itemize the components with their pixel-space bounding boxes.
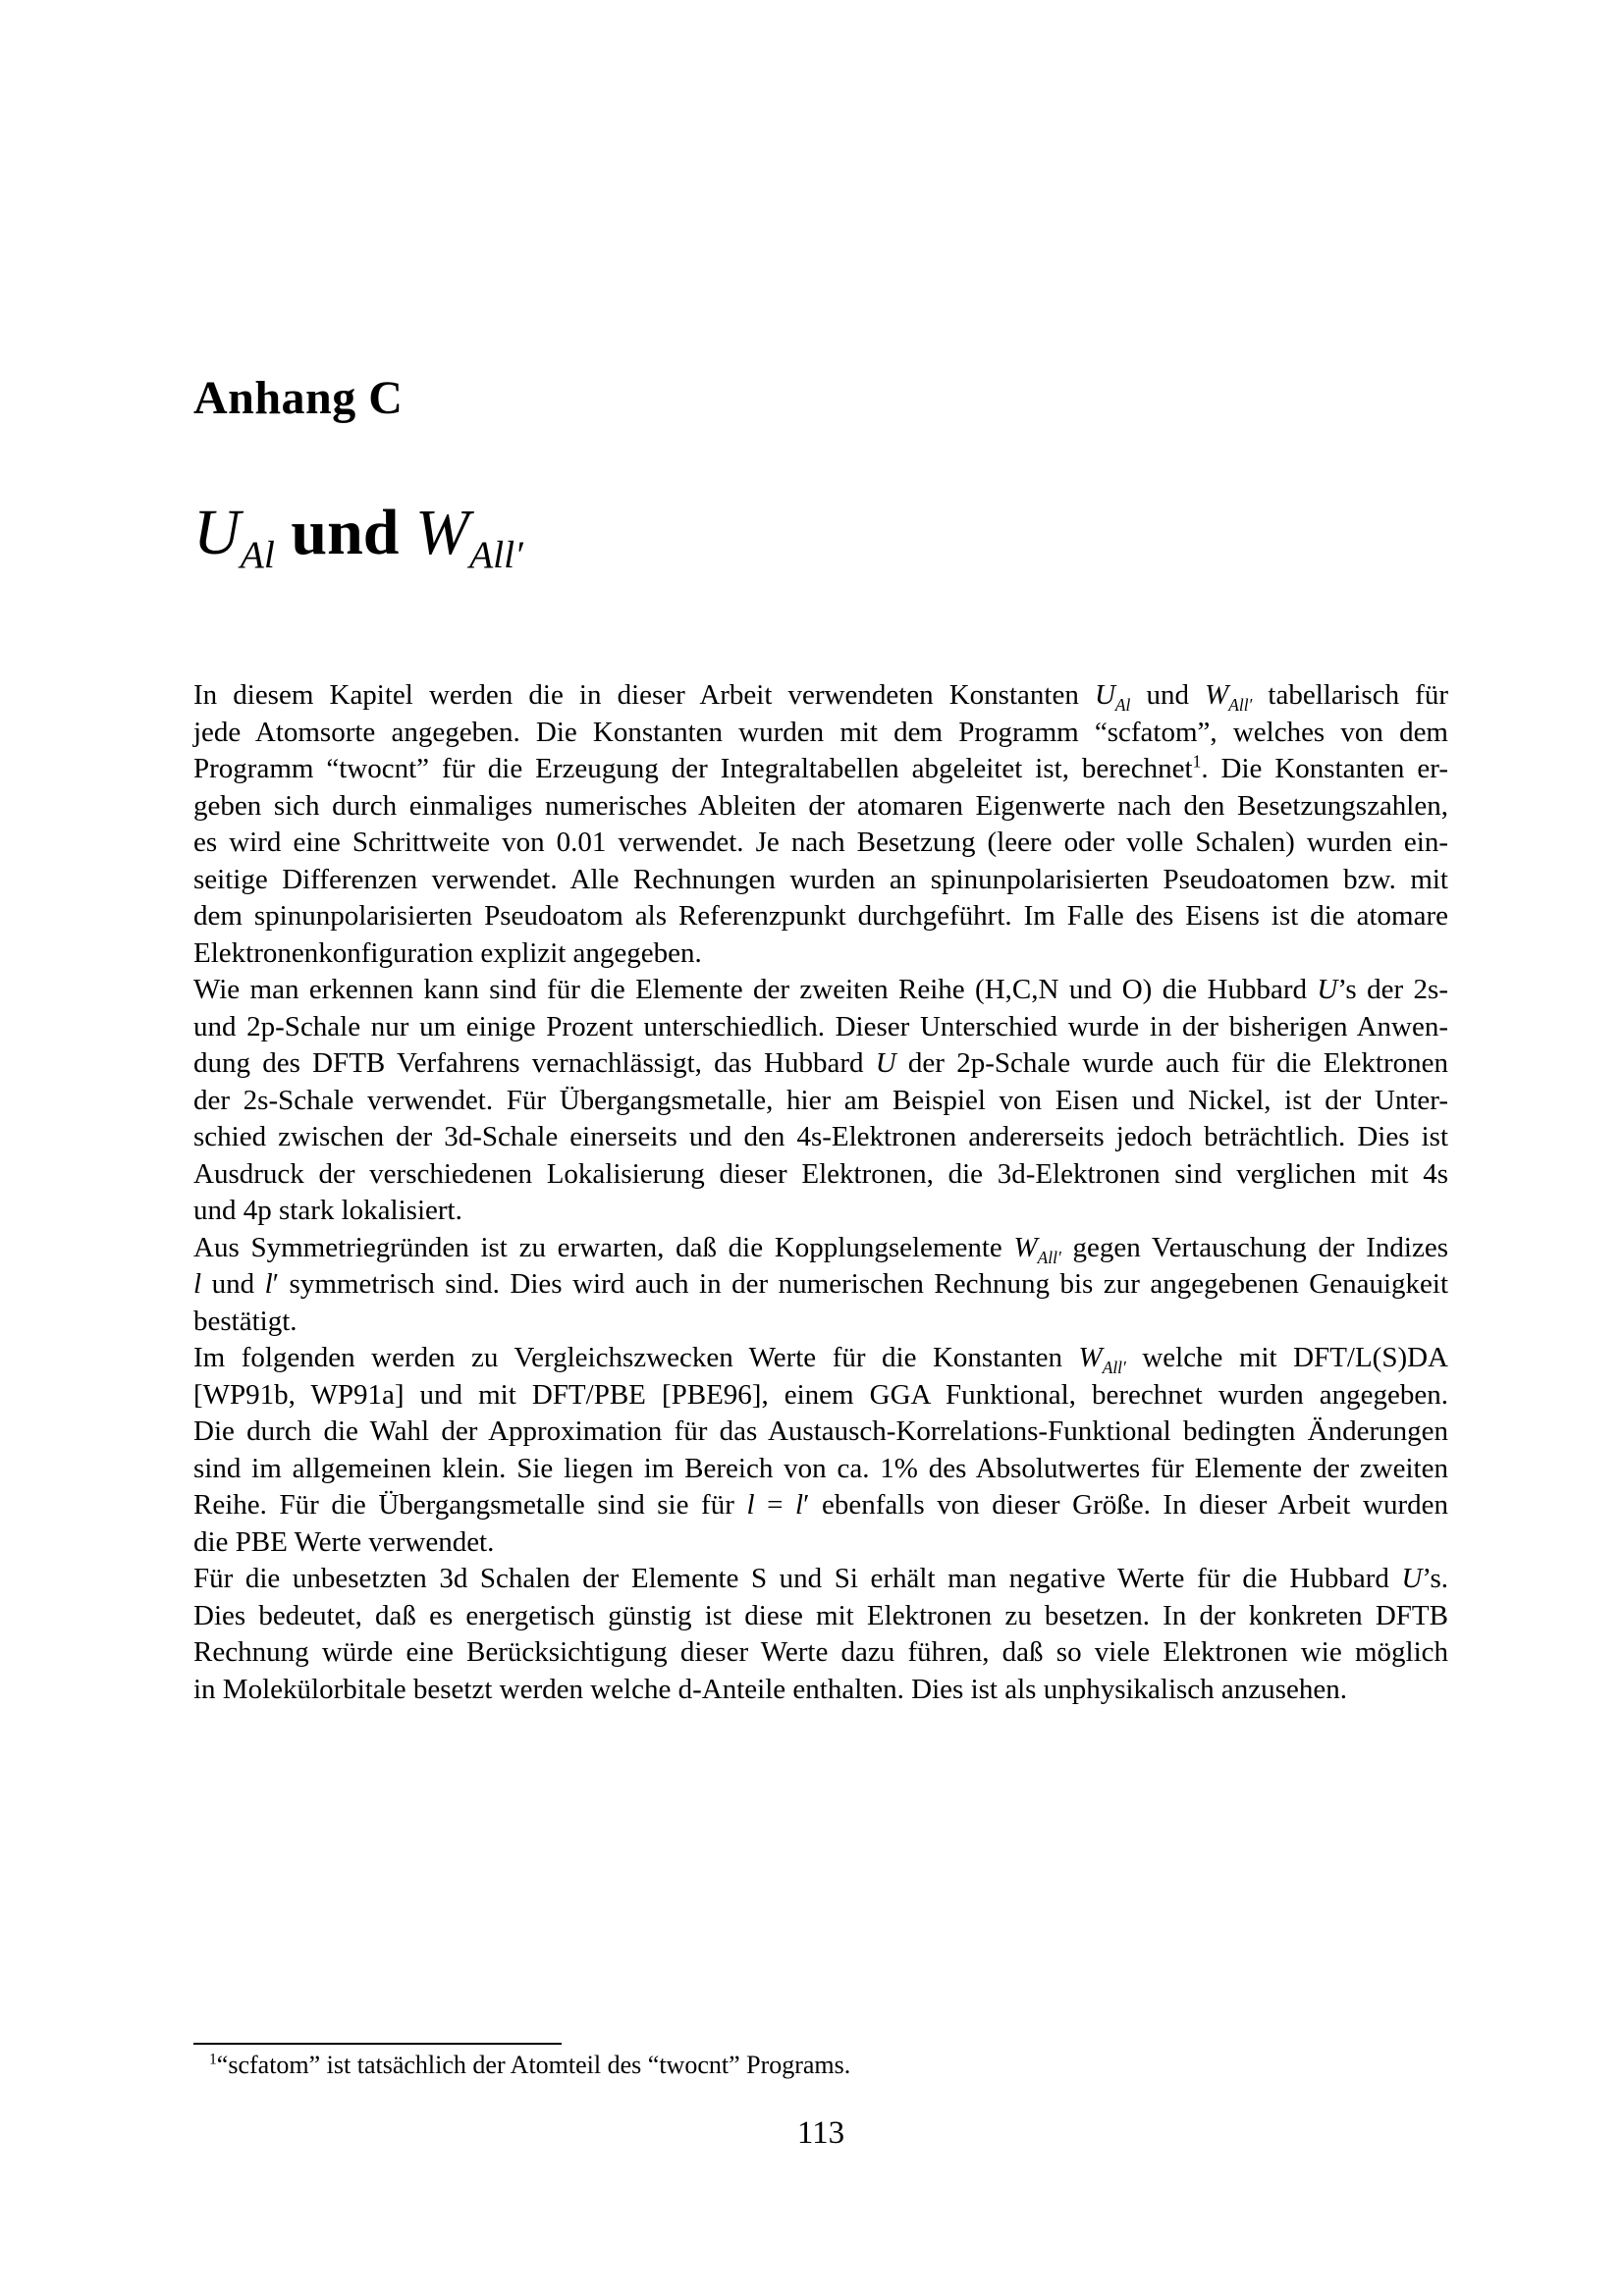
chapter-heading: Anhang C — [193, 372, 404, 424]
text-line: die PBE Werte verwendet. — [193, 1525, 495, 1558]
text-line: Elektronenkonfiguration explizit angegeben. — [193, 936, 702, 969]
footnote: $^1$“scfatom” ist tatsächlich der Atomteil des “twocnt” Programs. — [209, 2051, 851, 2079]
text-line: in Molekülorbitale besetzt werden welche d-Anteile enthalten. Dies ist als unphysikalisch anzusehen. — [193, 1673, 1347, 1705]
paragraph — [193, 1561, 1448, 1708]
text-line: der 2s-Schale verwendet. Für Übergangsmetalle, hier am Beispiel von Eisen und Nickel, ist der Unter- — [193, 1084, 1448, 1116]
paragraph — [193, 677, 1448, 972]
body-text — [193, 677, 1448, 1708]
text-line: und 2p-Schale nur um einige Prozent unterschiedlich. Dieser Unterschied wurde in der bisherigen Anwen- — [193, 1010, 1448, 1042]
text-line: l und l′ symmetrisch sind. Dies wird auch in der numerischen Rechnung bis zur angegebenen Genauigkeit — [193, 1268, 1449, 1300]
footnote-rule — [193, 2043, 562, 2045]
text-line: Wie man erkennen kann sind für die Elemente der zweiten Reihe (H,C,N und O) die Hubbard U’s der 2s- — [193, 974, 1448, 1005]
text-line: schied zwischen der 3d-Schale einerseits und den 4s-Elektronen andererseits jedoch beträchtlich. Dies ist — [193, 1121, 1448, 1152]
text-line: Im folgenden werden zu Vergleichszwecken Werte für die Konstanten $W_{All'}$ welche mit DFT/L(S)DA — [193, 1342, 1449, 1377]
chapter-title: $U_{Al}$ und $W_{All'}$ — [193, 497, 523, 577]
text-line: sind im allgemeinen klein. Sie liegen im Bereich von ca. 1% des Absolutwertes für Elemente der zweiten — [193, 1452, 1448, 1484]
page-number: 113 — [796, 2115, 845, 2151]
text-line: Programm “twocnt” für die Erzeugung der Integraltabellen abgeleitet ist, berechnet$^1$. Die Konstanten er- — [193, 751, 1448, 784]
text-line: jede Atomsorte angegeben. Die Konstanten wurden mit dem Programm “scfatom”, welches von dem — [193, 716, 1448, 748]
text-line: bestätigt. — [193, 1305, 298, 1337]
text-line: Ausdruck der verschiedenen Lokalisierung dieser Elektronen, die 3d-Elektronen sind verglichen mit 4s — [193, 1157, 1448, 1190]
text-line: geben sich durch einmaliges numerisches Ableiten der atomaren Eigenwerte nach den Besetzungszahlen, — [193, 789, 1448, 822]
text-line: Rechnung würde eine Berücksichtigung dieser Werte dazu führen, daß so viele Elektronen wie möglich — [193, 1636, 1448, 1668]
text-line: [WP91b, WP91a] und mit DFT/PBE [PBE96], einem GGA Funktional, berechnet wurden angegeben. — [193, 1378, 1448, 1411]
paragraph — [193, 972, 1448, 1230]
text-line: Dies bedeutet, daß es energetisch günstig ist diese mit Elektronen zu besetzen. In der konkreten DFTB — [193, 1599, 1448, 1631]
text-line: In diesem Kapitel werden die in dieser Arbeit verwendeten Konstanten $U_{Al}$ und $W_{All'}$ tabellarisch für — [193, 679, 1448, 715]
text-line: dung des DFTB Verfahrens vernachlässigt, das Hubbard U der 2p-Schale wurde auch für die Elektronen — [193, 1047, 1448, 1079]
text-line: es wird eine Schrittweite von 0.01 verwendet. Je nach Besetzung (leere oder volle Schalen) wurden ein- — [193, 827, 1448, 858]
text-line: seitige Differenzen verwendet. Alle Rechnungen wurden an spinunpolarisierten Pseudoatomen bzw. mit — [193, 863, 1448, 895]
text-line: Reihe. Für die Übergangsmetalle sind sie für l = l′ ebenfalls von dieser Größe. In dieser Arbeit wurden — [193, 1489, 1448, 1521]
text-line: Aus Symmetriegründen ist zu erwarten, daß die Kopplungselemente $W_{All'}$ gegen Vertauschung der Indizes — [193, 1231, 1448, 1267]
paragraph — [193, 1340, 1448, 1561]
text-line: dem spinunpolarisierten Pseudoatom als Referenzpunkt durchgeführt. Im Falle des Eisens ist die atomare — [193, 900, 1448, 932]
text-line: Die durch die Wahl der Approximation für das Austausch-Korrelations-Funktional bedingten Änderungen — [193, 1415, 1448, 1447]
text-line: und 4p stark lokalisiert. — [193, 1195, 462, 1226]
text-line: Für die unbesetzten 3d Schalen der Elemente S und Si erhält man negative Werte für die Hubbard U’s. — [193, 1563, 1448, 1594]
paragraph — [193, 1230, 1448, 1341]
